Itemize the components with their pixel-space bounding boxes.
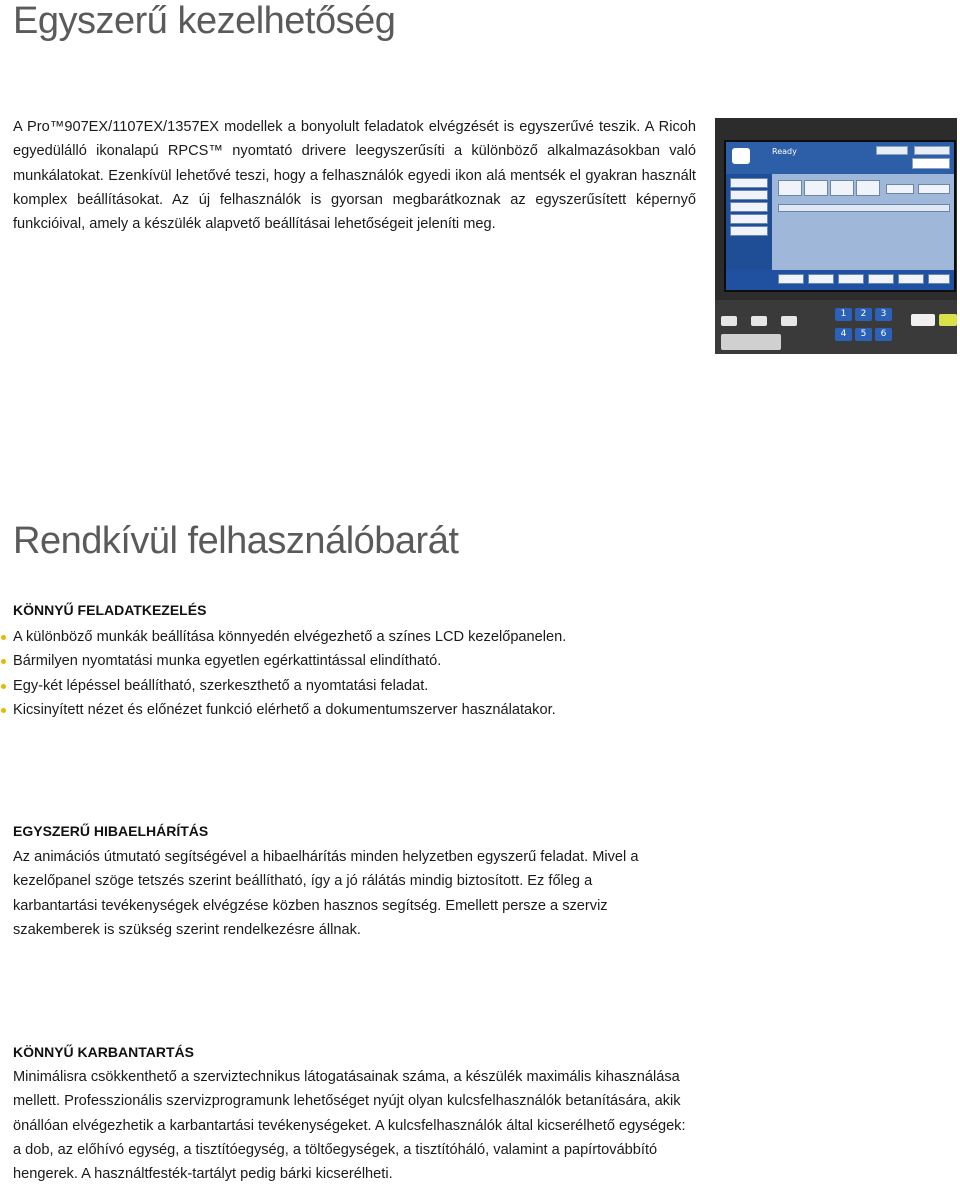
screen-button: [914, 146, 950, 155]
intro-paragraph: A Pro™907EX/1107EX/1357EX modellek a bonyolult feladatok elvégzését is egyszerűvé teszik. A Ricoh egyedülálló ikonalapú RPCS™ nyomtató drivere leegyszerűsíti a különböző alkalmazásokban való munkálatokat. Ezenkívül lehetővé teszi, hogy a felhasználók egyedi ikon alá mentsék el gyakran használt komplex beállításokat. Az új felhasználók is gyorsan megbarátkoznak az egyszerűsített képernyő funkcióival, amely a készülék alapvető beállításai lehetőségeit jeleníti meg.: [13, 119, 696, 233]
paper-tray-option: [778, 180, 802, 196]
bullet-icon: [1, 635, 6, 640]
display-window: [721, 334, 781, 350]
screen-menu-item: [730, 226, 768, 236]
screen-menu-item: [730, 202, 768, 212]
screen-footer-button: [928, 274, 950, 284]
bullet-icon: [1, 684, 6, 689]
function-key: [781, 316, 797, 326]
screen-button: [876, 146, 908, 155]
troubleshooting-paragraph: Az animációs útmutató segítségével a hibaelhárítás minden helyzetben egyszerű feladat. Mivel a kezelőpanel szöge tetszés szerint beállítható, így a jó rálátás mindig biztosított. Ez főleg a karbantartási tevékenységek elvégzése közben hasznos segítség. Emellett persze a szerviz szakemberek is szükség szerint rendelkezésre állnak.: [13, 849, 639, 938]
screen-status-text: Ready: [772, 147, 797, 156]
bullet-icon: [1, 659, 6, 664]
section-title-maintenance: KÖNNYŰ KARBANTARTÁS: [13, 1044, 194, 1060]
maintenance-paragraph: Minimálisra csökkenthető a szerviztechnikus látogatásainak száma, a készülék maximális kihasználása mellett. Professzionális szervizprogramunk lehetőséget nyújt olyan kulcsfelhasználók betanítására, akik önállóan elvégezhetik a karbantartási tevékenységeket. A kulcsfelhasználók által kicserélhető egységek: a dob, az előhívó egység, a tisztítóegység, a töltőegységek, a tisztítóháló, valamint a papírtovábbító hengerek. A használtfesték-tartályt pedig bárki kicserélheti.: [13, 1069, 686, 1183]
numeric-key-1: 1: [835, 308, 852, 321]
numeric-key-4: 4: [835, 328, 852, 341]
numeric-key-6: 6: [875, 328, 892, 341]
lcd-screen: [724, 140, 956, 292]
screen-footer-button: [868, 274, 894, 284]
copy-count-display: [912, 158, 950, 169]
section-heading: Rendkívül felhasználóbarát: [13, 520, 459, 562]
screen-button: [918, 184, 950, 194]
screen-menu-item: [730, 190, 768, 200]
paper-tray-option: [856, 180, 880, 196]
screen-footer-button: [808, 274, 834, 284]
paper-tray-option: [804, 180, 828, 196]
list-item: Kicsinyített nézet és előnézet funkció elérhető a dokumentumszerver használatakor.: [0, 698, 566, 722]
function-key: [721, 316, 737, 326]
numeric-key-5: 5: [855, 328, 872, 341]
feature-list: [0, 625, 566, 722]
start-key: [939, 314, 957, 326]
bullet-icon: [1, 708, 6, 713]
control-panel-image: [715, 118, 957, 354]
keypad-area: [715, 300, 957, 354]
list-item: Bármilyen nyomtatási munka egyetlen egérkattintással elindítható.: [0, 649, 566, 673]
option-row: [778, 204, 950, 212]
clear-key: [911, 314, 935, 326]
paper-tray-option: [830, 180, 854, 196]
copier-icon: [732, 148, 750, 164]
screen-menu-item: [730, 214, 768, 224]
screen-menu-item: [730, 178, 768, 188]
section-title-troubleshooting: EGYSZERŰ HIBAELHÁRÍTÁS: [13, 823, 209, 839]
numeric-key-3: 3: [875, 308, 892, 321]
screen-footer-button: [778, 274, 804, 284]
list-item: Egy-két lépéssel beállítható, szerkeszthető a nyomtatási feladat.: [0, 674, 566, 698]
screen-footer-button: [898, 274, 924, 284]
function-key: [751, 316, 767, 326]
section-title-task-management: KÖNNYŰ FELADATKEZELÉS: [13, 602, 207, 618]
numeric-key-2: 2: [855, 308, 872, 321]
list-item: A különböző munkák beállítása könnyedén elvégezhető a színes LCD kezelőpanelen.: [0, 625, 566, 649]
zoom-display: [886, 184, 914, 194]
page-title: Egyszerű kezelhetőség: [13, 0, 396, 42]
screen-footer-button: [838, 274, 864, 284]
